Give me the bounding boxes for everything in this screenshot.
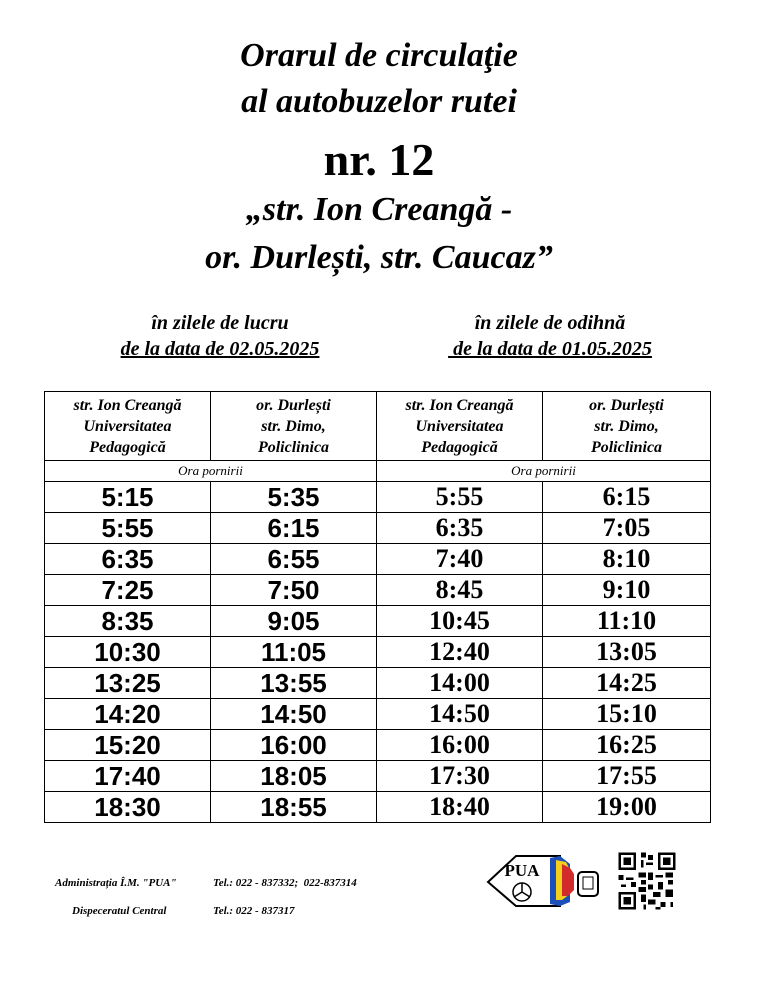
departure-time-label: Ora pornirii xyxy=(377,461,711,482)
departure-time-cell: 5:15 xyxy=(45,482,211,513)
table-row xyxy=(45,792,711,823)
column-header: str. Ion Creangă Universitatea Pedagogică xyxy=(45,392,211,461)
departure-time-cell: 6:35 xyxy=(377,513,543,544)
weekend-period xyxy=(390,310,710,362)
departure-time-cell: 9:10 xyxy=(543,575,711,606)
departure-time-cell: 16:00 xyxy=(211,730,377,761)
departure-time-cell: 5:55 xyxy=(45,513,211,544)
departure-time-cell: 8:45 xyxy=(377,575,543,606)
departure-time-cell: 6:35 xyxy=(45,544,211,575)
departure-time-cell: 15:20 xyxy=(45,730,211,761)
dispatch-phone: Tel.: 022 - 837317 xyxy=(213,905,295,917)
departure-time-cell: 18:55 xyxy=(211,792,377,823)
departure-time-cell: 13:05 xyxy=(543,637,711,668)
title-line-1: Orarul de circulaţie xyxy=(240,37,518,74)
table-row xyxy=(45,637,711,668)
weekend-date: de la data de 01.05.2025 xyxy=(448,338,652,360)
departure-time-cell: 8:10 xyxy=(543,544,711,575)
departure-time-cell: 18:05 xyxy=(211,761,377,792)
table-row xyxy=(45,699,711,730)
departure-time-cell: 10:30 xyxy=(45,637,211,668)
table-row xyxy=(45,730,711,761)
dispatch-label: Dispeceratul Central xyxy=(72,905,167,917)
pua-logo-icon xyxy=(486,850,606,910)
departure-time-cell: 13:25 xyxy=(45,668,211,699)
departure-time-cell: 7:50 xyxy=(211,575,377,606)
departure-time-cell: 6:15 xyxy=(211,513,377,544)
departure-time-cell: 12:40 xyxy=(377,637,543,668)
departure-time-cell: 11:10 xyxy=(543,606,711,637)
departure-time-cell: 14:20 xyxy=(45,699,211,730)
departure-time-cell: 18:40 xyxy=(377,792,543,823)
route-name-line-2: or. Durlești, str. Caucaz” xyxy=(205,239,553,276)
departure-time-cell: 9:05 xyxy=(211,606,377,637)
departure-time-cell: 14:25 xyxy=(543,668,711,699)
column-header: or. Durlești str. Dimo, Policlinica xyxy=(211,392,377,461)
departure-time-label: Ora pornirii xyxy=(45,461,377,482)
table-header-row xyxy=(45,392,711,461)
departure-time-cell: 5:35 xyxy=(211,482,377,513)
schedule-table xyxy=(44,391,711,823)
departure-time-cell: 8:35 xyxy=(45,606,211,637)
departure-time-cell: 6:55 xyxy=(211,544,377,575)
departure-time-cell: 11:05 xyxy=(211,637,377,668)
logo-text: PUA xyxy=(504,861,540,880)
workdays-period xyxy=(60,310,380,362)
departure-time-cell: 16:00 xyxy=(377,730,543,761)
departure-time-cell: 13:55 xyxy=(211,668,377,699)
administration-phone: Tel.: 022 - 837332; 022-837314 xyxy=(213,877,357,889)
departure-time-cell: 7:40 xyxy=(377,544,543,575)
table-subheader-row xyxy=(45,461,711,482)
departure-time-cell: 15:10 xyxy=(543,699,711,730)
table-row xyxy=(45,668,711,699)
phone-app-icon xyxy=(578,872,598,896)
title-line-2: al autobuzelor rutei xyxy=(241,83,517,120)
departure-time-cell: 18:30 xyxy=(45,792,211,823)
departure-time-cell: 5:55 xyxy=(377,482,543,513)
departure-time-cell: 7:05 xyxy=(543,513,711,544)
departure-time-cell: 14:50 xyxy=(377,699,543,730)
departure-time-cell: 7:25 xyxy=(45,575,211,606)
route-number: nr. 12 xyxy=(323,134,435,185)
table-row xyxy=(45,575,711,606)
workdays-title: în zilele de lucru xyxy=(151,312,289,334)
departure-time-cell: 16:25 xyxy=(543,730,711,761)
departure-time-cell: 19:00 xyxy=(543,792,711,823)
departure-time-cell: 14:00 xyxy=(377,668,543,699)
departure-time-cell: 17:30 xyxy=(377,761,543,792)
qr-code-icon xyxy=(613,850,681,912)
table-row xyxy=(45,482,711,513)
column-header: str. Ion Creangă Universitatea Pedagogică xyxy=(377,392,543,461)
column-header: or. Durlești str. Dimo, Policlinica xyxy=(543,392,711,461)
departure-time-cell: 14:50 xyxy=(211,699,377,730)
departure-time-cell: 17:55 xyxy=(543,761,711,792)
table-row xyxy=(45,544,711,575)
weekend-title: în zilele de odihnă xyxy=(474,312,626,334)
table-row xyxy=(45,513,711,544)
table-row xyxy=(45,606,711,637)
departure-time-cell: 17:40 xyxy=(45,761,211,792)
table-row xyxy=(45,761,711,792)
route-name-line-1: „str. Ion Creangă - xyxy=(245,191,513,228)
departure-time-cell: 10:45 xyxy=(377,606,543,637)
administration-label: Administrația Î.M. "PUA" xyxy=(55,877,177,889)
workdays-date: de la data de 02.05.2025 xyxy=(120,338,320,360)
departure-time-cell: 6:15 xyxy=(543,482,711,513)
